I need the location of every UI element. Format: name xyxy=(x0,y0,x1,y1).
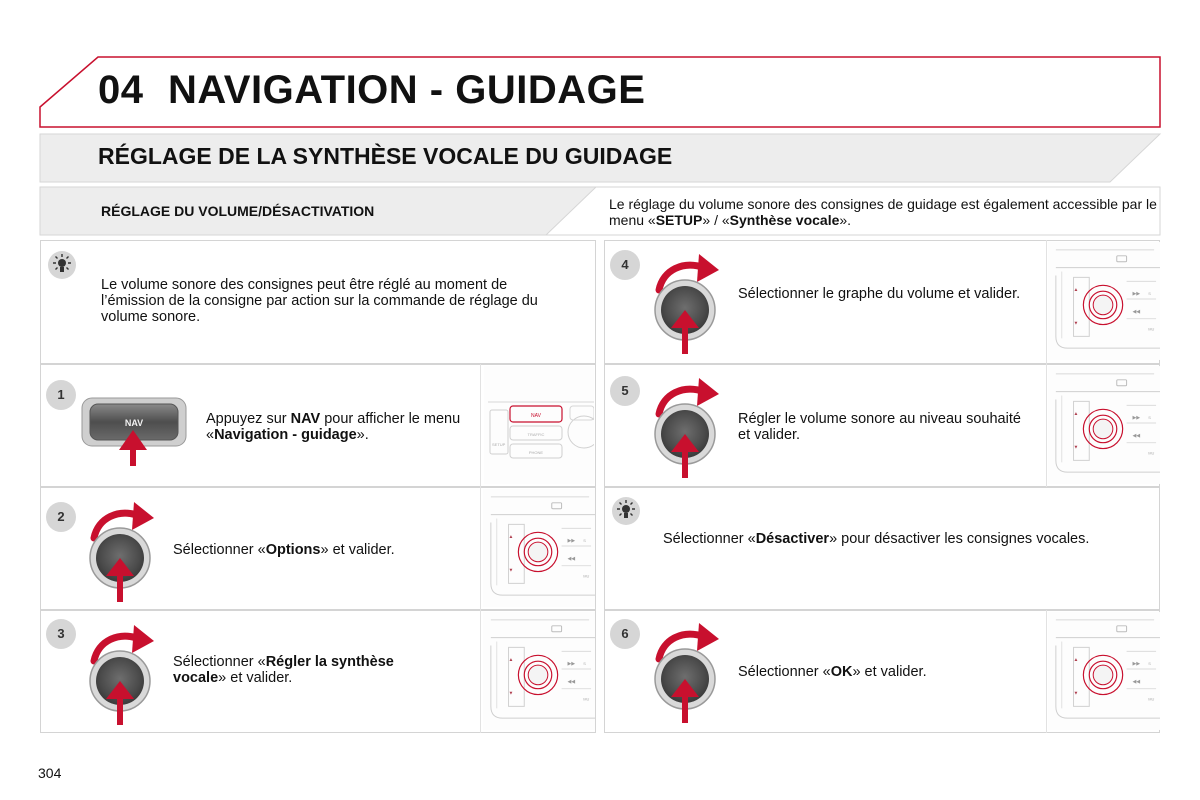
ok-option-label: OK xyxy=(830,664,853,680)
intro-text: Le réglage du volume sonore des consignes de guidage est également accessible par le menu «SETUP» / «Synthèse vocale». xyxy=(609,196,1157,228)
step-badge-4: 4 xyxy=(610,250,640,280)
lightbulb-icon xyxy=(47,250,77,280)
svg-text:TRAFFIC: TRAFFIC xyxy=(527,432,545,437)
step-badge-6: 6 xyxy=(610,619,640,649)
rotary-knob-icon xyxy=(653,248,723,358)
chapter-number: 04 xyxy=(98,68,144,112)
nav-key-label: NAV xyxy=(290,411,321,427)
console-knob-thumbnail xyxy=(1048,612,1160,730)
rotary-knob-icon xyxy=(88,619,158,729)
step-badge-3: 3 xyxy=(46,619,76,649)
svg-text:NAV: NAV xyxy=(531,413,541,419)
chapter-title: NAVIGATION - GUIDAGE xyxy=(168,68,646,112)
step-text-2: Sélectionner «Options» et valider. xyxy=(173,542,395,558)
console-nav-thumbnail xyxy=(484,366,594,484)
rotary-knob-icon xyxy=(88,496,158,606)
step-text-3: Sélectionner «Régler la synthèse vocale» et valider. xyxy=(173,654,394,686)
tip-panel-disable xyxy=(604,487,1160,610)
step-text-5: Régler le volume sonore au niveau souhaité et valider. xyxy=(738,411,1021,443)
adjust-synthesis-label: Régler la synthèse vocale xyxy=(173,654,394,686)
tip-text-disable: Sélectionner «Désactiver» pour désactiver les consignes vocales. xyxy=(663,531,1090,547)
navigation-menu-label: Navigation - guidage xyxy=(214,427,357,443)
console-knob-thumbnail xyxy=(483,489,595,607)
step-text-1: Appuyez sur NAV pour afficher le menu «Navigation - guidage». xyxy=(206,411,461,443)
svg-text:PHONE: PHONE xyxy=(528,450,544,455)
console-knob-thumbnail xyxy=(1048,366,1160,484)
step-text-6: Sélectionner «OK» et valider. xyxy=(738,664,927,680)
step-badge-1: 1 xyxy=(46,380,76,410)
voice-synthesis-label: Synthèse vocale xyxy=(729,212,840,228)
section-title: RÉGLAGE DE LA SYNTHÈSE VOCALE DU GUIDAGE xyxy=(98,143,673,169)
step-text-4: Sélectionner le graphe du volume et valider. xyxy=(738,286,1021,302)
nav-button-illustration xyxy=(80,392,190,472)
step-badge-2: 2 xyxy=(46,502,76,532)
lightbulb-icon xyxy=(611,496,641,526)
options-menu-label: Options xyxy=(265,542,321,558)
console-knob-thumbnail xyxy=(483,612,595,730)
disable-option-label: Désactiver xyxy=(755,531,830,547)
setup-menu-label: SETUP xyxy=(655,212,703,228)
rotary-knob-icon xyxy=(653,617,723,727)
svg-text:SETUP: SETUP xyxy=(492,442,506,447)
tip-text-volume: Le volume sonore des consignes peut être réglé au moment de l’émission de la consigne par action sur la commande de réglage du volume sonore. xyxy=(101,277,538,325)
rotary-knob-icon xyxy=(653,372,723,482)
console-knob-thumbnail xyxy=(1048,242,1160,360)
step-badge-5: 5 xyxy=(610,376,640,406)
page-number: 304 xyxy=(38,765,62,781)
svg-text:NAV: NAV xyxy=(124,418,144,428)
subsection-title: RÉGLAGE DU VOLUME/DÉSACTIVATION xyxy=(101,203,375,219)
